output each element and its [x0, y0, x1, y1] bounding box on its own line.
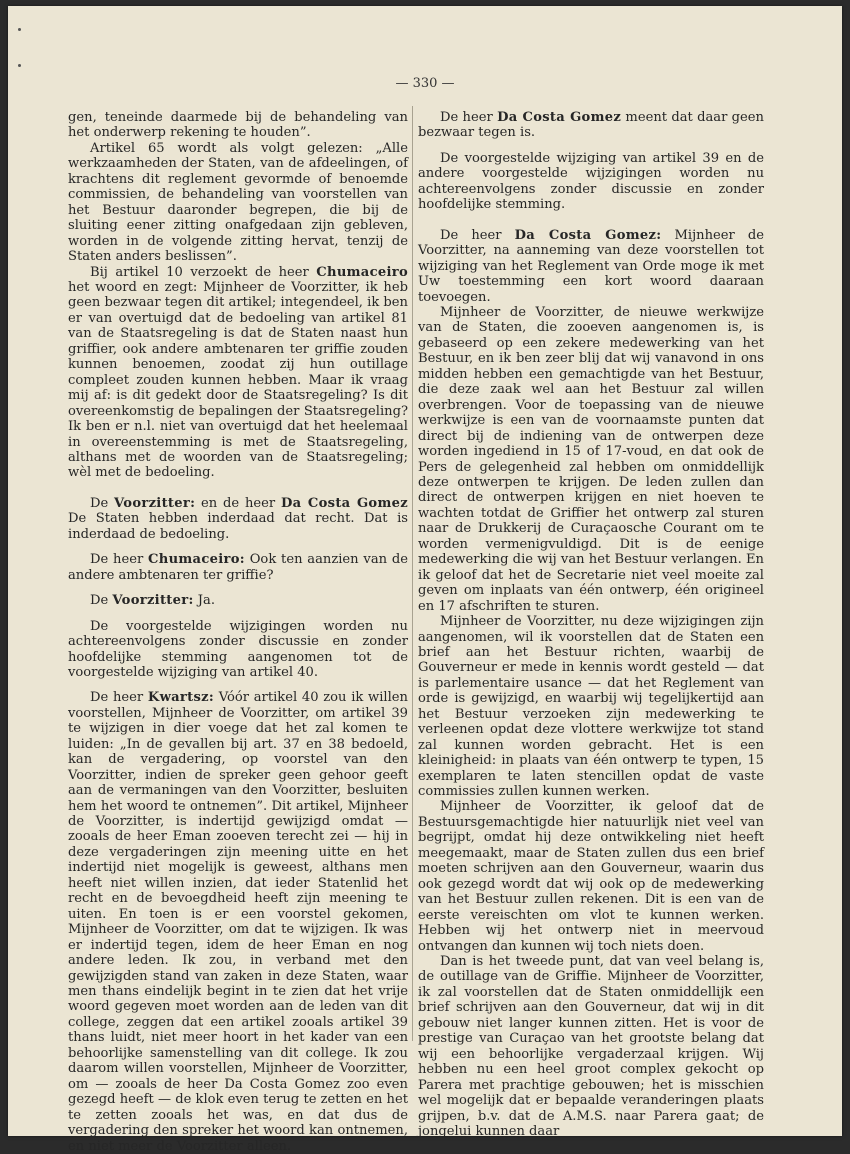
column-divider — [412, 106, 413, 1041]
paragraph: Mijnheer de Voorzitter, ik geloof dat de Bestuursgemachtigde hier natuurlijk niet veel van begrijpt, omdat hij deze ontwikkeling niet heeft meegemaakt, maar de Staten zullen dus een brief moeten schrijven aan den Gouverneur, waarin dus ook gezegd wordt dat wij ook op de medewerking van het Bestuur zullen rekenen. Dit is een van de eerste vereischten om vlot te kunnen werken. Hebben wij het ontwerp niet in meervoud ontvangen dan kunnen wij toch niets doen. — [418, 799, 764, 954]
speaker-name: Chumaceiro: — [148, 552, 245, 568]
page-number: — 330 — — [395, 76, 455, 91]
speaker-name: Chumaceiro — [316, 264, 408, 280]
speaker-name: Kwartsz: — [147, 690, 215, 706]
speck — [18, 64, 21, 67]
paragraph: Artikel 65 wordt als volgt gelezen: „Alle werkzaamheden der Staten, van de afdeelingen, of krachtens dit reglement gevormde of benoemde commissien, de behandeling van voorstellen van het Bestuur daaronder begrepen, die bij de sluiting eener zitting onafgedaan zijn gebleven, worden in de volgende zitting hervat, tenzij de Staten anders beslissen”. — [68, 140, 408, 265]
paragraph: De Voorzitter: en de heer Da Costa Gomez De Staten hebben inderdaad dat recht. Dat is inderdaad de bedoeling. — [68, 495, 408, 542]
paragraph: Bij artikel 10 verzoekt de heer Chumaceiro het woord en zegt: Mijnheer de Voorzitter, ik heb geen bezwaar tegen dit artikel; integendeel, ik ben er van overtuigd dat de bedoeling van artikel 81 van de Staatsregeling is dat de Staten naast hun griffier, ook andere ambtenaren ter griffie zouden kunnen benoemen, zoodat zij hun outillage compleet zouden kunnen hebben. Maar ik vraag mij af: is dit gedekt door de Staatsregeling? Is dit overeenkomstig de bepalingen der Staatsregeling? Ik ben er n.l. niet van overtuigd dat het heelemaal in overeenstemming is met de Staatsregeling, althans met de woorden van de Staatsregeling; wèl met de bedoeling. — [68, 264, 408, 481]
paragraph: De voorgestelde wijziging van artikel 39 en de andere voorgestelde wijzigingen worden nu achtereenvolgens zonder discussie en zonder hoofdelijke stemming. — [418, 150, 764, 213]
speaker-name: Da Costa Gomez — [280, 495, 408, 511]
paragraph: De voorgestelde wijzigingen worden nu achtereenvolgens zonder discussie en zonder hoofdelijke stemming aangenomen tot de voorgestelde wijziging van artikel 40. — [68, 618, 408, 680]
speck — [18, 28, 21, 31]
paragraph: Dan is het tweede punt, dat van veel belang is, de outillage van de Griffie. Mijnheer de Voorzitter, ik zal voorstellen dat de Staten onmiddellijk een brief schrijven aan den Gouverneur, dat wij in dit gebouw niet langer kunnen zitten. Het is voor de prestige van Curaçao van het grootste belang dat wij een behoorlijke vergaderzaal krijgen. Wij hebben nu een heel groot complex gekocht op Parera met prachtige gebouwen; het is misschien wel mogelijk dat er bepaalde veranderingen plaats grijpen, b.v. dat de A.M.S. naar Parera gaat; de jongelui kunnen daar — [418, 954, 764, 1139]
paragraph: gen, teneinde daarmede bij de behandeling van het onderwerp rekening te houden”. — [68, 110, 408, 141]
right-column — [418, 110, 764, 1139]
paragraph: De heer Kwartsz: Vóór artikel 40 zou ik willen voorstellen, Mijnheer de Voorzitter, om artikel 39 te wijzigen in dier voege dat het zal komen te luiden: „In de gevallen bij art. 37 en 38 bedoeld, kan de vergadering, op voorstel van den Voorzitter, indien de spreker geen gehoor geeft aan de vermaningen van den Voorzitter, besluiten hem het woord te ontnemen”. Dit artikel, Mijnheer de Voorzitter, is indertijd gewijzigd omdat — zooals de heer Eman zooeven terecht zei — hij in deze vergaderingen zijn meening uitte en het indertijd niet mogelijk is geweest, althans men heeft niet willen inzien, dat ieder Statenlid het recht en de bevoegdheid heeft zijn meening te uiten. En toen is er een voorstel gekomen, Mijnheer de Voorzitter, om dat te wijzigen. Ik was er indertijd tegen, idem de heer Eman en nog andere leden. Ik zou, in verband met den gewijzigden stand van zaken in deze Staten, waar men thans eindelijk begint in te zien dat het vrije woord gegeven moet worden aan de leden van dit college, zeggen dat een artikel zooals artikel 39 thans luidt, niet meer hoort in het kader van een behoorlijke samenstelling van dit college. Ik zou daarom willen voorstellen, Mijnheer de Voorzitter, om — zooals de heer Da Costa Gomez zoo even gezegd heeft — de klok even terug te zetten en het te zetten zooals het was, en dat dus de vergadering den spreker het woord kan ontnemen, en niet meer de Voorzitter alleen. — [68, 690, 408, 1154]
left-column — [68, 110, 408, 1154]
speaker-name: Da Costa Gomez: — [514, 227, 662, 243]
paragraph: De heer Da Costa Gomez meent dat daar geen bezwaar tegen is. — [418, 110, 764, 141]
speaker-name: Da Costa Gomez — [497, 110, 622, 125]
paragraph: De heer Chumaceiro: Ook ten aanzien van de andere ambtenaren ter griffie? — [68, 552, 408, 583]
paragraph: De Voorzitter: Ja. — [90, 593, 216, 609]
speaker-name: Voorzitter: — [114, 495, 196, 511]
paragraph: Mijnheer de Voorzitter, de nieuwe werkwijze van de Staten, die zooeven aangenomen is, is gebaseerd op een zekere medewerking van het Bestuur, en ik ben zeer blij dat wij vanavond in ons midden hebben een gemachtigde van het Bestuur, die deze zaak wel aan het Bestuur zal willen overbrengen. Voor de toepassing van de nieuwe werkwijze is een van de voornaamste punten dat direct bij de indiening van de ontwerpen deze worden ingediend in 15 of 17-voud, en dat ook de Pers de gelegenheid zal hebben om onmiddellijk deze ontwerpen te krijgen. De leden zullen dan direct de ontwerpen krijgen en niet hoeven te wachten totdat de Griffier het ontwerp zal sturen naar de Drukkerij de Curaçaosche Courant om te worden vermenigvuldigd. Dit is de eenige medewerking die wij van het Bestuur verlangen. En ik geloof dat het de Secretarie niet veel moeite zal geven om inplaats van één ontwerp, één origineel en 17 afschriften te sturen. — [418, 304, 764, 614]
speaker-name: Voorzitter: — [112, 593, 194, 609]
paragraph: Mijnheer de Voorzitter, nu deze wijzigingen zijn aangenomen, wil ik voorstellen dat de Staten een brief aan het Bestuur richten, waarbij de Gouverneur er mede in kennis wordt gesteld — dat is parlementaire usance — dat het Reglement van orde is gewijzigd, en waarbij wij tegelijkertijd aan het Bestuur verzoeken zijn medewerking te verleenen opdat deze vlottere werkwijze tot stand zal kunnen worden gebracht. Het is een kleinigheid: in plaats van één ontwerp te typen, 15 exemplaren te laten stencillen opdat de vaste commissies zullen kunnen werken. — [418, 614, 764, 800]
document-page — [8, 6, 842, 1154]
paragraph: De heer Da Costa Gomez: Mijnheer de Voorzitter, na aanneming van deze voorstellen tot wijziging van het Reglement van Orde moge ik met Uw toestemming een kort woord daaraan toevoegen. — [418, 227, 765, 305]
